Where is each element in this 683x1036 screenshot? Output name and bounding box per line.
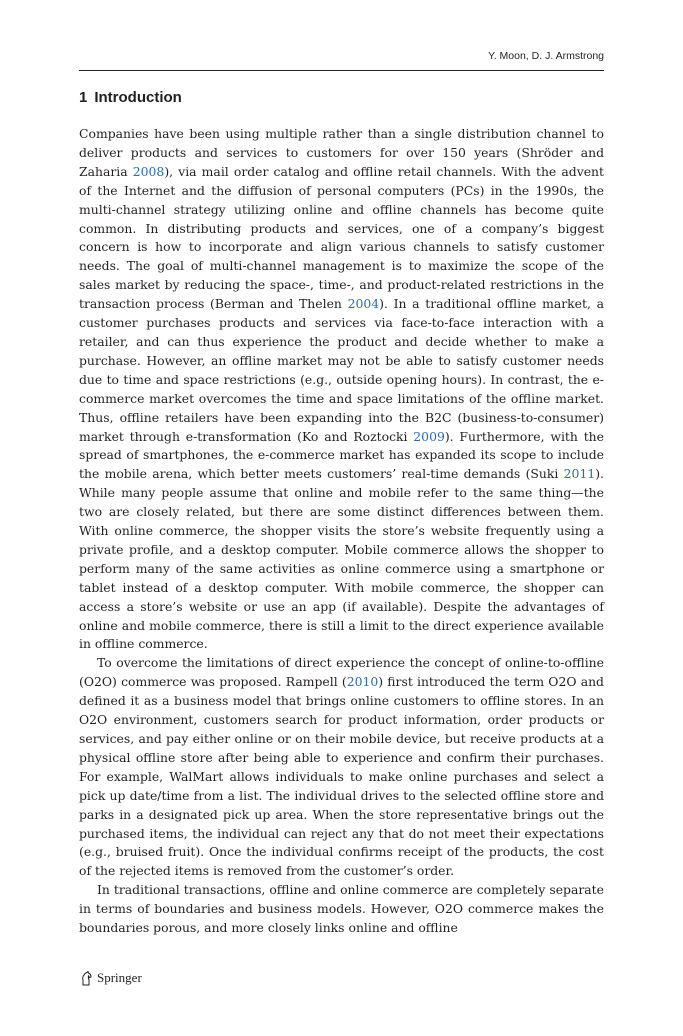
paragraph bbox=[79, 881, 604, 938]
paragraph-text: ), via mail order catalog and offline retail channels. With the advent of the Internet and the diffusion of personal computers (PCs) in the 1990s, the multi-channel strategy utilizing online and offline channels has become quite common. In distributing products and services, one of a company’s biggest concern is how to incorporate and align various channels to satisfy customer needs. The goal of multi-channel management is to maximize the scope of the sales market by reducing the space-, time-, and product-related restrictions in the transaction process (Berman and Thelen bbox=[79, 163, 604, 312]
paragraph bbox=[79, 125, 604, 654]
running-head: Y. Moon, D. J. Armstrong bbox=[488, 50, 604, 62]
paragraph-text: To overcome the limitations of direct experience the concept of online-to-offline (O2O) commerce was proposed. Rampell ( bbox=[79, 655, 604, 690]
paragraph-text: ). Furthermore, with the spread of smartphones, the e-commerce market has expanded its scope to include the mobile arena, which better meets customers’ real-time demands (Suki bbox=[79, 428, 604, 482]
springer-horse-icon bbox=[80, 971, 93, 986]
citation-link[interactable]: 2011 bbox=[563, 466, 596, 482]
paragraph bbox=[79, 654, 604, 881]
publisher-name: Springer bbox=[97, 970, 142, 985]
paragraph-text: ). While many people assume that online and mobile refer to the same thing—the two are closely related, but there are some distinct differences between them. With online commerce, the shopper visits the store’s website frequently using a private profile, and a desktop computer. Mobile commerce allows the shopper to perform many of the same activities as online commerce using a smartphone or tablet instead of a desktop computer. With mobile commerce, the shopper can access a store’s website or use an app (if available). Despite the advantages of online and mobile commerce, there is still a limit to the direct experience available in offline commerce. bbox=[79, 466, 604, 652]
body-text bbox=[79, 125, 604, 938]
paragraph-text: ). In a traditional offline market, a customer purchases products and services via face-to-face interaction with a retailer, and can thus experience the product and decide whether to make a purchase. However, an offline market may not be able to satisfy customer needs due to time and space restrictions (e.g., outside opening hours). In contrast, the e-commerce market overcomes the time and space limitations of the offline market. Thus, offline retailers have been expanding into the B2C (business-to-consumer) market through e-transformation (Ko and Roztocki bbox=[79, 296, 604, 444]
paragraph-text: ) first introduced the term O2O and defined it as a business model that brings online customers to offline stores. In an O2O environment, customers search for product information, order products or services, and pay either online or on their mobile device, but receive products at a physical offline store after being able to experience and confirm their purchases. For example, WalMart allows individuals to make online purchases and select a pick up date/time from a list. The individual drives to the selected offline store and parks in a designated pick up area. When the store representative brings out the purchased items, the individual can reject any that do not meet their expectations (e.g., bruised fruit). Once the individual confirms receipt of the products, the cost of the rejected items is removed from the customer’s order. bbox=[79, 674, 604, 879]
header-rule bbox=[79, 70, 604, 71]
section-heading bbox=[79, 89, 182, 106]
footer-logo bbox=[80, 970, 142, 986]
paragraph-text: Companies have been using multiple rather than a single distribution channel to deliver products and services to customers for over 150 years (Shröder and Zaharia bbox=[79, 126, 604, 179]
section-title: Introduction bbox=[94, 89, 182, 106]
section-number: 1 bbox=[79, 89, 88, 106]
citation-link[interactable]: 2004 bbox=[347, 296, 380, 312]
citation-link[interactable]: 2008 bbox=[132, 163, 165, 179]
citation-link[interactable]: 2009 bbox=[413, 428, 445, 444]
citation-link[interactable]: 2010 bbox=[346, 674, 379, 690]
paragraph-text: In traditional transactions, offline and online commerce are completely separate in terms of boundaries and business models. However, O2O commerce makes the boundaries porous, and more closely links online and offline bbox=[79, 882, 604, 936]
